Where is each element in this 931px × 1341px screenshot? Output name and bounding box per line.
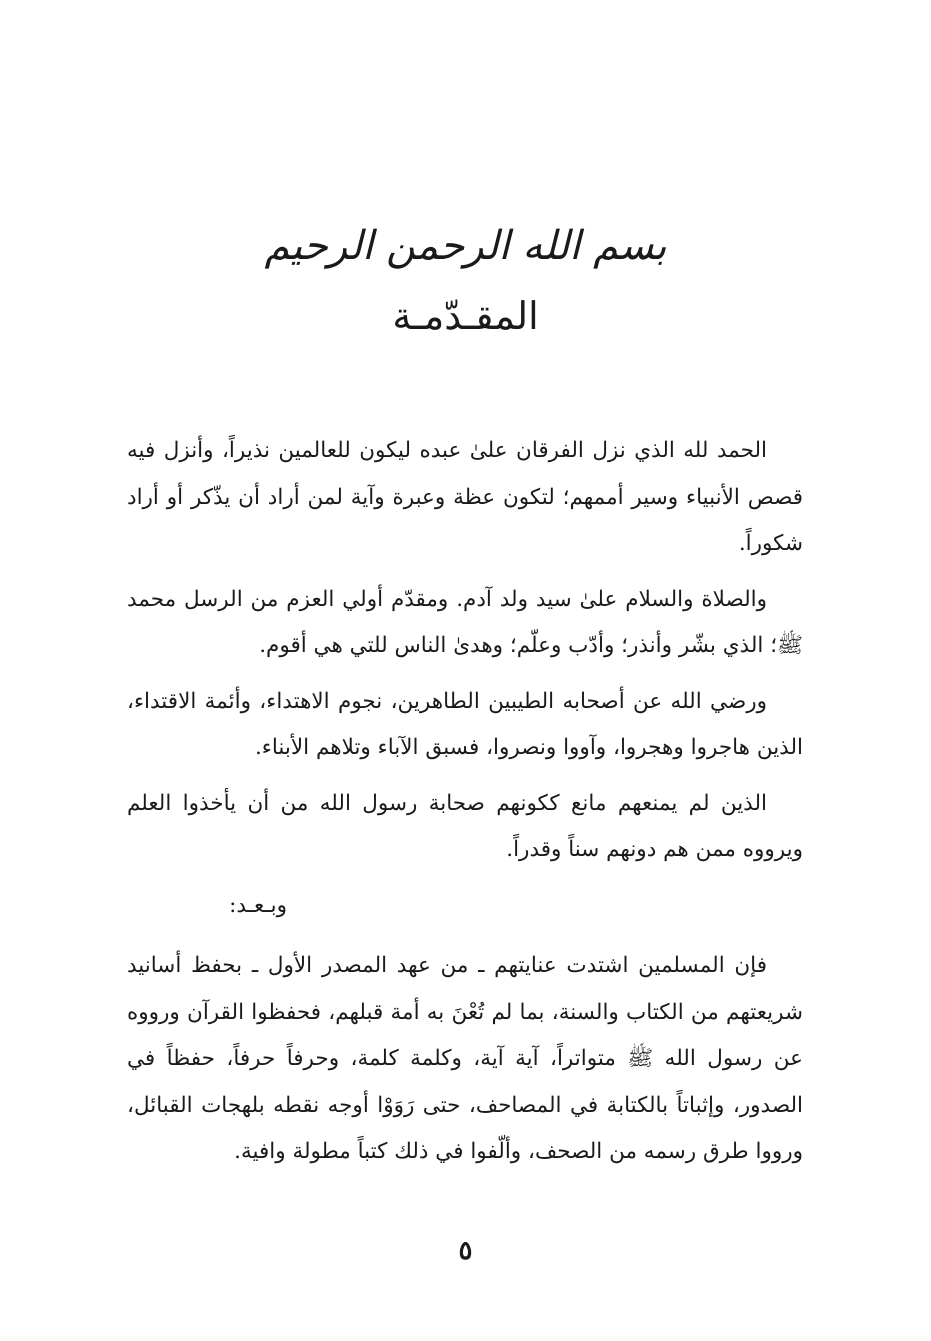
paragraph-transmission: الذين لم يمنعهم مانع ككونهم صحابة رسول الله من أن يأخذوا العلم ويرووه ممن هم دونهم سناً وقدراً. bbox=[127, 790, 803, 862]
body-text bbox=[127, 428, 803, 1185]
page-number: ٥ bbox=[458, 1236, 473, 1266]
wa-bad-label: وبـعـد: bbox=[229, 892, 287, 918]
page-title: المقـدّمـة bbox=[392, 294, 539, 338]
paragraph-praise: الحمد لله الذي نزل الفرقان علىٰ عبده ليكون للعالمين نذيراً، وأنزل فيه قصص الأنبياء وسير أممهم؛ لتكون عظة وعبرة وآية لمن أراد أن يذّكر أو أراد شكوراً. bbox=[127, 438, 803, 556]
basmala-calligraphy: بسم الله الرحمن الرحيم bbox=[264, 223, 667, 269]
paragraph-preservation: فإن المسلمين اشتدت عنايتهم ـ من عهد المصدر الأول ـ بحفظ أسانيد شريعتهم من الكتاب والسنة، بما لم تُعْنَ به أمة قبلهم، فحفظوا القرآن ورووه عن رسول الله ﷺ متواتراً، آية آية، وكلمة كلمة، وحرفاً حرفاً، حفظاً في الصدور، وإثباتاً بالكتابة في المصاحف، حتى رَوَوْا أوجه نقطه بلهجات القبائل، ورووا طرق رسمه من الصحف، وألّفوا في ذلك كتباً مطولة وافية. bbox=[127, 953, 803, 1164]
paragraph-companions: ورضي الله عن أصحابه الطيبين الطاهرين، نجوم الاهتداء، وأئمة الاقتداء، الذين هاجروا وهجروا، وآووا ونصروا، فسبق الآباء وتلاهم الأبناء. bbox=[127, 688, 803, 760]
paragraph-salutation: والصلاة والسلام علىٰ سيد ولد آدم. ومقدّم أولي العزم من الرسل محمد ﷺ؛ الذي بشّر وأنذر؛ وأدّب وعلّم؛ وهدىٰ الناس للتي هي أقوم. bbox=[127, 586, 803, 658]
